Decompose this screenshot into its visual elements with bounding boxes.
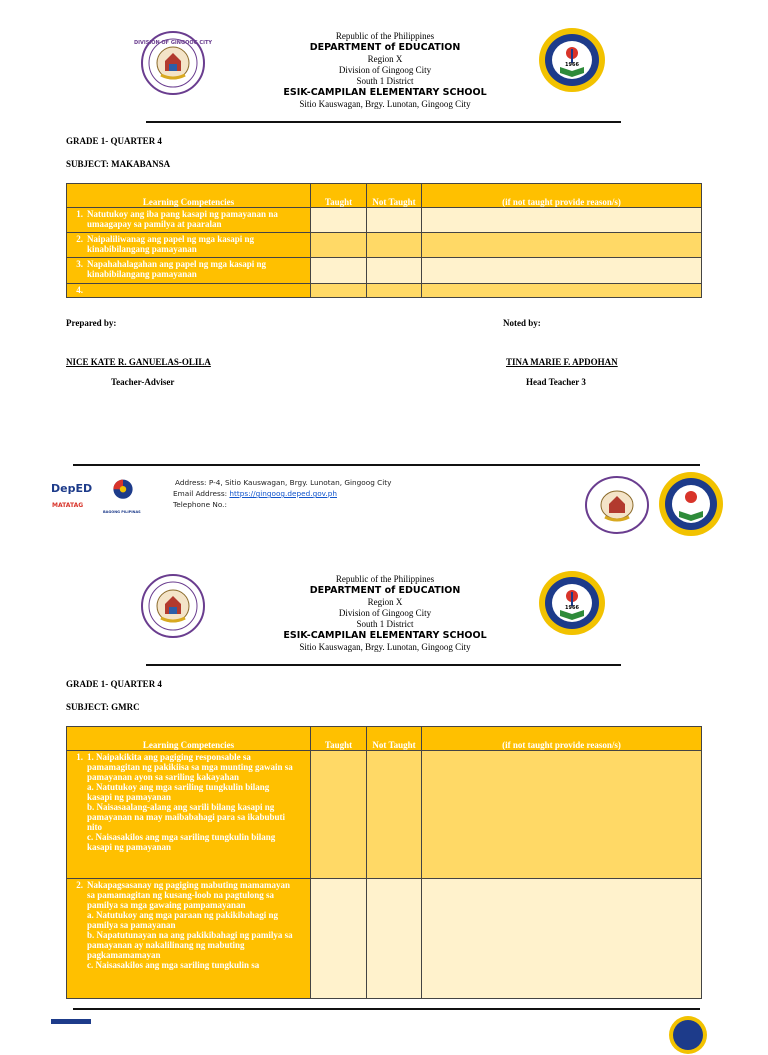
noter-name: TINA MARIE F. APDOHAN bbox=[506, 357, 618, 367]
competency-cell bbox=[67, 258, 311, 284]
header-competencies: Learning Competencies bbox=[67, 184, 311, 208]
competency-row bbox=[67, 233, 702, 258]
division-seal-logo-2 bbox=[141, 574, 205, 638]
not-taught-cell[interactable] bbox=[367, 233, 422, 258]
header-reason: (if not taught provide reason/s) bbox=[422, 727, 702, 751]
competency-number: 1. bbox=[76, 209, 83, 219]
division-line: Division of Gingoog City bbox=[338, 64, 432, 75]
svg-text:1966: 1966 bbox=[565, 605, 579, 611]
subject-label: SUBJECT: MAKABANSA bbox=[66, 159, 171, 169]
header-taught: Taught bbox=[311, 727, 367, 751]
competency-cell bbox=[67, 284, 311, 298]
competency-number: 2. bbox=[76, 234, 83, 244]
noter-title: Head Teacher 3 bbox=[526, 377, 586, 387]
competency-row bbox=[67, 751, 702, 879]
competency-cell bbox=[67, 208, 311, 233]
svg-text:DIVISION OF GINGOOG CITY: DIVISION OF GINGOOG CITY bbox=[134, 40, 212, 46]
header-competencies: Learning Competencies bbox=[67, 727, 311, 751]
preparer-title: Teacher-Adviser bbox=[111, 377, 175, 387]
competency-text: 1. Naipakikita ang pagiging responsable sa pamamagitan ng pakikiisa sa mga munting gawain sa pamayanan ayon sa sariling kakayahan a. Natutukoy ang mga sariling tungkulin bilang kasapi ng pamayanan b. Naisasaalang-alang ang sarili bilang kasapi ng pamayanan na may maibabahagi para sa ikabubuti nito c. Naisasakilos ang mga sariling tungkulin bilang kasapi ng pamayanan bbox=[87, 752, 293, 852]
header-divider bbox=[146, 121, 621, 123]
reason-cell[interactable] bbox=[422, 258, 702, 284]
bagong-pilipinas-logo: BAGONG PILIPINAS bbox=[103, 478, 143, 518]
svg-text:1966: 1966 bbox=[565, 62, 579, 68]
district-line: South 1 District bbox=[356, 619, 414, 630]
footer-divider-2 bbox=[73, 1008, 700, 1010]
reason-cell[interactable] bbox=[422, 233, 702, 258]
division-seal-logo bbox=[134, 31, 212, 95]
school-address: Sitio Kauswagan, Brgy. Lunotan, Gingoog City bbox=[299, 98, 471, 109]
page-2 bbox=[0, 543, 768, 1024]
reason-cell[interactable] bbox=[422, 284, 702, 298]
noted-by-label: Noted by: bbox=[503, 318, 541, 328]
header-reason: (if not taught provide reason/s) bbox=[422, 184, 702, 208]
school-name: ESIK-CAMPILAN ELEMENTARY SCHOOL bbox=[283, 630, 487, 642]
division-line: Division of Gingoog City bbox=[338, 607, 432, 618]
taught-cell[interactable] bbox=[311, 258, 367, 284]
competency-text: Nakapagsasanay ng pagiging mabuting mamamayan sa pamamagitan ng kusang-loob na pagtulong sa pamilya sa mga gawaing pampamayanan a. Natutukoy ang mga paraan ng pakikibahagi ng pamilya sa pamayanan b. Napatutunayan na ang pakikibahagi ng pamilya sa pamayanan ay nakalilinang ng mabuting pagkamamamayan c. Naisasakilos ang mga sariling tungkulin sa bbox=[87, 880, 293, 970]
letterhead bbox=[240, 31, 530, 110]
school-seal-logo bbox=[538, 27, 606, 93]
competency-cell bbox=[67, 751, 311, 879]
not-taught-cell[interactable] bbox=[367, 751, 422, 879]
reason-cell[interactable] bbox=[422, 751, 702, 879]
footer-partial-2 bbox=[51, 1019, 91, 1024]
taught-cell[interactable] bbox=[311, 208, 367, 233]
footer-school-seal bbox=[658, 471, 724, 537]
competency-table bbox=[66, 183, 702, 298]
department-line: DEPARTMENT of EDUCATION bbox=[309, 585, 461, 597]
deped-matatag-logo: DepED MATATAG bbox=[51, 482, 93, 509]
taught-cell[interactable] bbox=[311, 879, 367, 999]
competency-number: 1. bbox=[76, 752, 83, 762]
footer-address: Address: P-4, Sitio Kauswagan, Brgy. Lunotan, Gingoog City bbox=[175, 478, 392, 487]
competency-text: Naipaliliwanag ang papel ng mga kasapi ng kinabibilangang pamayanan bbox=[87, 234, 255, 254]
preparer-name: NICE KATE R. GANUELAS-OLILA bbox=[66, 357, 211, 367]
competency-text: Natutukoy ang iba pang kasapi ng pamayanan na umaagapay sa pamilya at paaralan bbox=[87, 209, 278, 229]
prepared-by-label: Prepared by: bbox=[66, 318, 117, 328]
competency-number: 4. bbox=[76, 285, 83, 295]
school-seal-logo-2 bbox=[538, 570, 606, 636]
taught-cell[interactable] bbox=[311, 233, 367, 258]
school-name: ESIK-CAMPILAN ELEMENTARY SCHOOL bbox=[283, 87, 487, 99]
not-taught-cell[interactable] bbox=[367, 284, 422, 298]
competency-row bbox=[67, 258, 702, 284]
not-taught-cell[interactable] bbox=[367, 208, 422, 233]
taught-cell[interactable] bbox=[311, 284, 367, 298]
competency-number: 2. bbox=[76, 880, 83, 890]
district-line: South 1 District bbox=[356, 76, 414, 87]
not-taught-cell[interactable] bbox=[367, 258, 422, 284]
not-taught-cell[interactable] bbox=[367, 879, 422, 999]
region-line: Region X bbox=[367, 53, 403, 64]
grade-quarter-label-2: GRADE 1- QUARTER 4 bbox=[66, 679, 162, 689]
competency-row bbox=[67, 879, 702, 999]
department-line: DEPARTMENT of EDUCATION bbox=[309, 42, 461, 54]
competency-table-2 bbox=[66, 726, 702, 999]
competency-number: 3. bbox=[76, 259, 83, 269]
competency-row bbox=[67, 208, 702, 233]
footer-division-seal bbox=[585, 476, 649, 534]
footer-email-link[interactable]: https://gingoog.deped.gov.ph bbox=[229, 489, 337, 498]
letterhead-2 bbox=[240, 574, 530, 653]
header-divider-2 bbox=[146, 664, 621, 666]
republic-line: Republic of the Philippines bbox=[335, 31, 435, 41]
competency-row bbox=[67, 284, 702, 298]
reason-cell[interactable] bbox=[422, 879, 702, 999]
region-line: Region X bbox=[367, 596, 403, 607]
republic-line: Republic of the Philippines bbox=[335, 574, 435, 584]
footer-school-seal-2 bbox=[668, 1015, 708, 1055]
footer-email-label: Email Address: bbox=[173, 489, 228, 498]
header-not-taught: Not Taught bbox=[367, 727, 422, 751]
footer-divider bbox=[73, 464, 700, 466]
competency-cell bbox=[67, 233, 311, 258]
grade-quarter-label: GRADE 1- QUARTER 4 bbox=[66, 136, 162, 146]
taught-cell[interactable] bbox=[311, 751, 367, 879]
subject-label-2: SUBJECT: GMRC bbox=[66, 702, 140, 712]
competency-text: Napahahalagahan ang papel ng mga kasapi ng kinabibilangang pamayanan bbox=[87, 259, 267, 279]
school-address: Sitio Kauswagan, Brgy. Lunotan, Gingoog City bbox=[299, 641, 471, 652]
header-not-taught: Not Taught bbox=[367, 184, 422, 208]
footer-phone: Telephone No.: bbox=[173, 500, 227, 509]
reason-cell[interactable] bbox=[422, 208, 702, 233]
footer-contact bbox=[173, 477, 391, 510]
competency-cell bbox=[67, 879, 311, 999]
header-taught: Taught bbox=[311, 184, 367, 208]
